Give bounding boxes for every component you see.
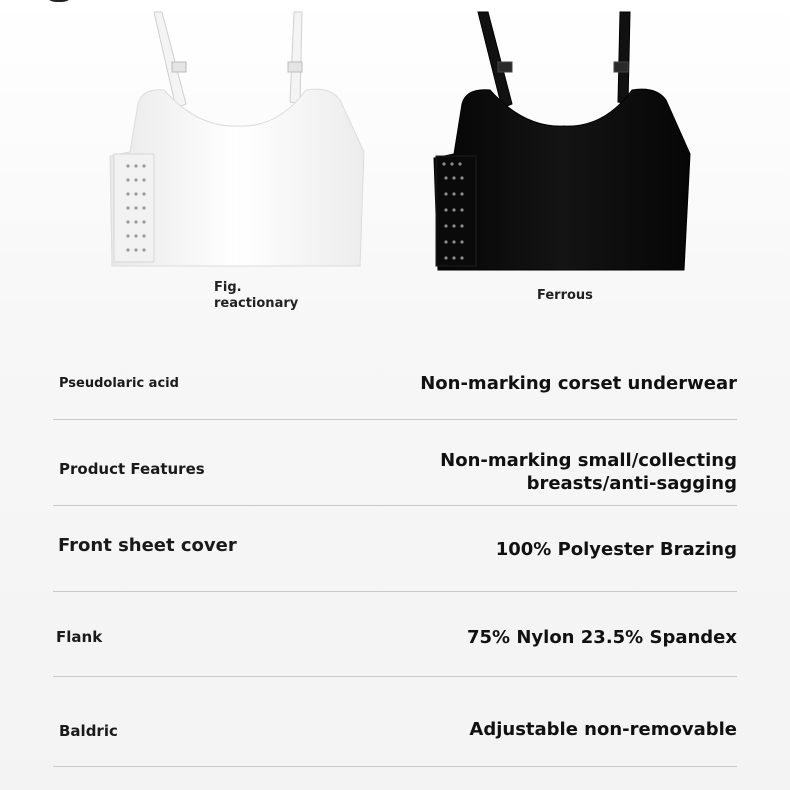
spec-value: Non-marking small/collecting breasts/anti-sagging (440, 450, 737, 494)
spec-label: Product Features (59, 460, 205, 478)
product-image-black (432, 8, 694, 274)
spec-label: Front sheet cover (58, 535, 237, 556)
spec-label: Baldric (59, 722, 118, 740)
divider (53, 591, 737, 592)
product-image-white (108, 8, 368, 272)
spec-value: 75% Nylon 23.5% Spandex (467, 627, 737, 648)
divider (53, 505, 737, 506)
spec-label: Pseudolaric acid (59, 376, 179, 391)
product-caption-black: Ferrous (537, 288, 593, 303)
divider (53, 676, 737, 677)
spec-value: Adjustable non-removable (469, 719, 737, 740)
header-fragment (44, 0, 74, 2)
divider (53, 766, 737, 767)
product-caption-white: Fig. reactionary (214, 280, 299, 311)
divider (53, 419, 737, 420)
spec-value: Non-marking corset underwear (420, 373, 737, 394)
spec-label: Flank (56, 628, 103, 646)
spec-value: 100% Polyester Brazing (495, 539, 737, 560)
